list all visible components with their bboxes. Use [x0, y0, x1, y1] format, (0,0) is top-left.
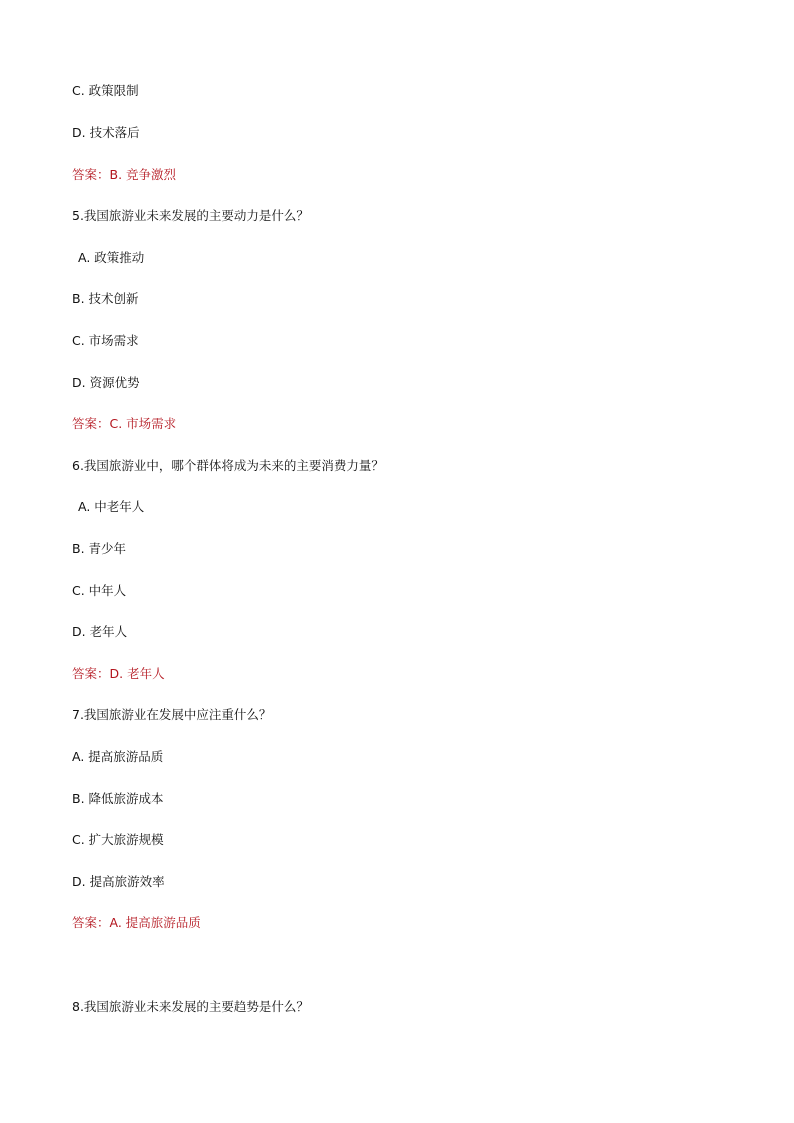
- option-line: B. 降低旅游成本: [72, 791, 164, 806]
- option-line: C. 市场需求: [72, 333, 139, 348]
- option-line: B. 技术创新: [72, 291, 139, 306]
- option-line: A. 中老年人: [78, 499, 145, 514]
- question-line: 5.我国旅游业未来发展的主要动力是什么？: [72, 208, 309, 223]
- option-line: D. 提高旅游效率: [72, 874, 165, 889]
- question-line: 8.我国旅游业未来发展的主要趋势是什么？: [72, 999, 309, 1014]
- answer-line: 答案：C. 市场需求: [72, 416, 177, 431]
- question-line: 6.我国旅游业中，哪个群体将成为未来的主要消费力量？: [72, 458, 384, 473]
- option-line: C. 扩大旅游规模: [72, 832, 164, 847]
- answer-line: 答案：B. 竞争激烈: [72, 167, 177, 182]
- option-line: A. 提高旅游品质: [72, 749, 164, 764]
- option-line: D. 技术落后: [72, 125, 140, 140]
- option-line: D. 资源优势: [72, 375, 140, 390]
- question-line: 7.我国旅游业在发展中应注重什么？: [72, 707, 272, 722]
- option-line: B. 青少年: [72, 541, 127, 556]
- option-line: A. 政策推动: [78, 250, 145, 265]
- answer-line: 答案：A. 提高旅游品质: [72, 915, 201, 930]
- answer-line: 答案：D. 老年人: [72, 666, 165, 681]
- option-line: C. 中年人: [72, 583, 127, 598]
- option-line: D. 老年人: [72, 624, 128, 639]
- option-line: C. 政策限制: [72, 83, 139, 98]
